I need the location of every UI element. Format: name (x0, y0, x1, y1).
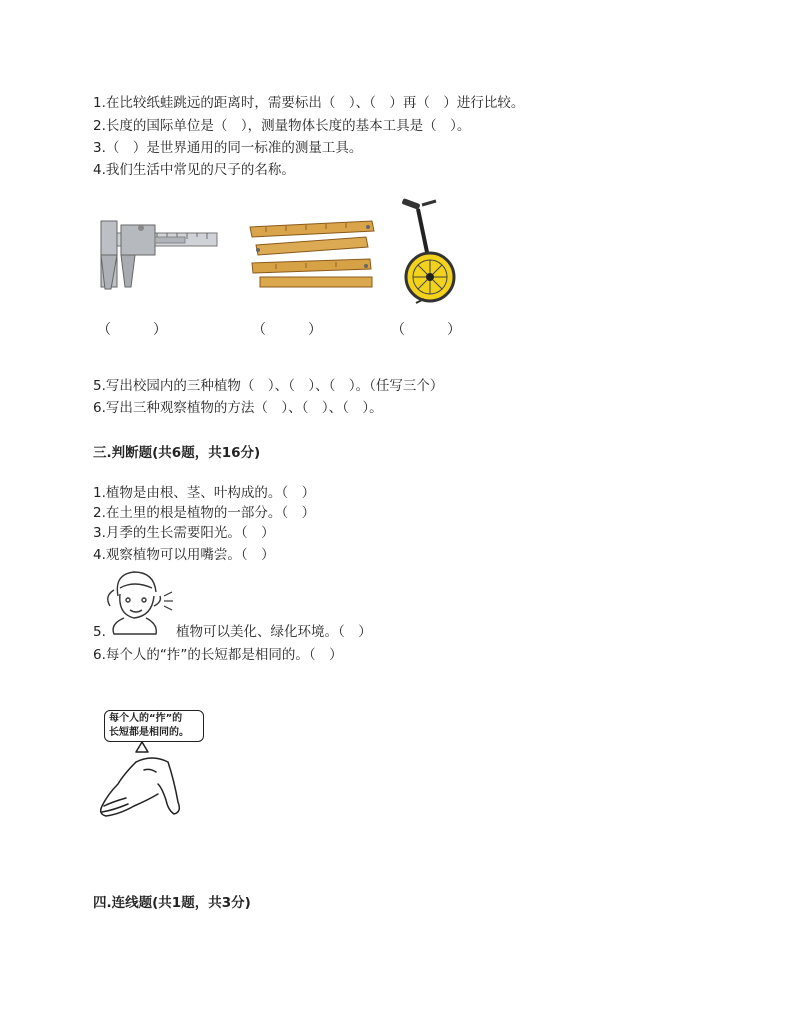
judgment-6: 6.每个人的“拃”的长短都是相同的。（ ） (93, 647, 343, 663)
question-1: 1.在比较纸蛙跳远的距离时，需要标出（ ）、（ ）再（ ）进行比较。 (93, 95, 525, 111)
section-4-title: 四.连线题(共1题，共3分) (93, 895, 251, 911)
hand-span-image (96, 740, 192, 824)
question-4: 4.我们生活中常见的尺子的名称。 (93, 162, 295, 178)
tool-name-blank[interactable]: （ ） (97, 322, 167, 338)
judgment-5: 植物可以美化、绿化环境。（ ） (176, 624, 372, 640)
judgment-1: 1.植物是由根、茎、叶构成的。（ ） (93, 485, 316, 501)
judgment-2: 2.在土里的根是植物的一部分。（ ） (93, 505, 316, 521)
section-3-title: 三.判断题(共6题，共16分) (93, 445, 261, 461)
speech-bubble (104, 710, 204, 742)
tool-name-blank[interactable]: （ ） (391, 322, 461, 338)
question-5: 5.写出校园内的三种植物（ ）、（ ）、（ ）。（任写三个） (93, 378, 444, 394)
bubble-text-line-1: 每个人的“拃”的 (109, 713, 183, 724)
tool-name-blank[interactable]: （ ） (252, 322, 322, 338)
bubble-text-line-2: 长短都是相同的。 (109, 727, 189, 738)
girl-cartoon-image (100, 566, 176, 636)
judgment-5-number: 5. (93, 624, 106, 640)
folding-ruler-image (246, 219, 376, 295)
vernier-caliper-image (97, 215, 221, 291)
question-6: 6.写出三种观察植物的方法（ ）、（ ）、（ ）。 (93, 400, 383, 416)
question-2: 2.长度的国际单位是（ ），测量物体长度的基本工具是（ ）。 (93, 118, 471, 134)
question-3: 3.（ ）是世界通用的同一标准的测量工具。 (93, 140, 363, 156)
measuring-wheel-image (396, 197, 462, 305)
judgment-3: 3.月季的生长需要阳光。（ ） (93, 525, 275, 541)
judgment-4: 4.观察植物可以用嘴尝。（ ） (93, 547, 275, 563)
